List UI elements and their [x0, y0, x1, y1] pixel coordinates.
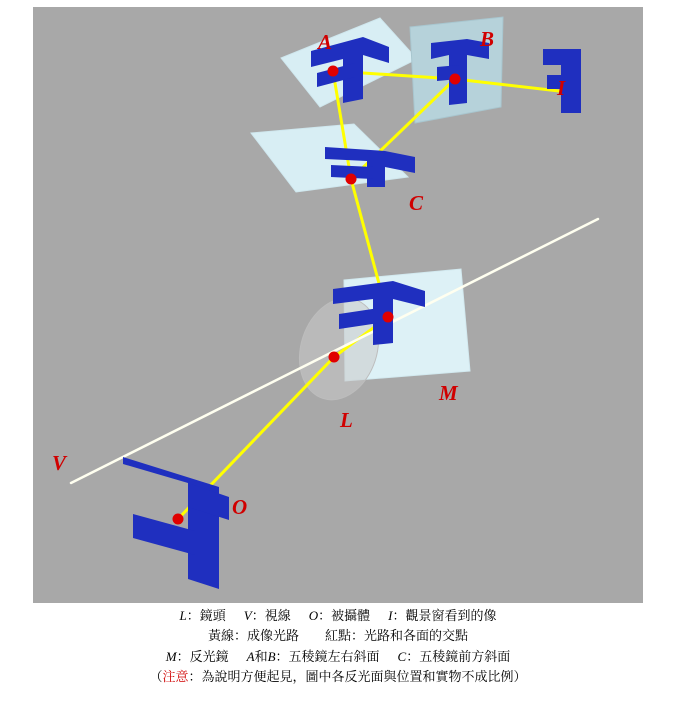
label-l: L — [340, 408, 353, 432]
legend-sym-i: I — [388, 608, 393, 623]
legend-line-2: 黃線：成像光路 紅點：光路和各面的交點 — [207, 629, 468, 644]
point-l — [329, 352, 340, 363]
legend-line-4 — [0, 668, 676, 688]
legend-sym-a: A — [246, 649, 255, 664]
label-o: O — [232, 495, 248, 519]
label-v: V — [52, 451, 67, 475]
legend-sym-m: M — [165, 649, 177, 664]
legend-sym-v: V — [243, 608, 252, 623]
legend-note-open: （ — [149, 670, 163, 685]
legend-sym-o: O — [308, 608, 319, 623]
legend-text-b: ：五稜鏡左右斜面 — [275, 650, 380, 665]
label-c: C — [409, 191, 424, 215]
legend-line-1 — [0, 606, 676, 627]
point-c — [346, 174, 357, 185]
legend-text-c: ：五稜鏡前方斜面 — [406, 650, 511, 665]
legend-note-text: ：為說明方便起見，圖中各反光面與位置和實物不成比例） — [188, 670, 527, 685]
label-b: B — [480, 27, 495, 51]
legend-text-v: ：視線 — [251, 609, 291, 624]
legend-text-l: ：鏡頭 — [186, 609, 226, 624]
legend-line-3 — [0, 647, 676, 668]
point-o — [173, 514, 184, 525]
point-a — [328, 66, 339, 77]
legend-sym-l: L — [179, 608, 187, 623]
label-m: M — [439, 381, 458, 405]
legend-text-i: ：觀景窗看到的像 — [392, 609, 497, 624]
legend-note-attention: 注意 — [162, 670, 189, 685]
point-m — [383, 312, 394, 323]
legend-sym-c: C — [397, 649, 407, 664]
legend-text-o: ：被攝體 — [318, 609, 371, 624]
legend-text-m: ：反光鏡 — [176, 650, 229, 665]
legend-sym-b: B — [267, 649, 276, 664]
legend — [0, 606, 676, 688]
point-b — [450, 74, 461, 85]
optical-path-diagram — [33, 7, 643, 603]
label-i: I — [557, 76, 566, 100]
sight-line-v — [71, 219, 598, 483]
legend-text-and: 和 — [254, 650, 268, 665]
label-a: A — [318, 30, 333, 54]
